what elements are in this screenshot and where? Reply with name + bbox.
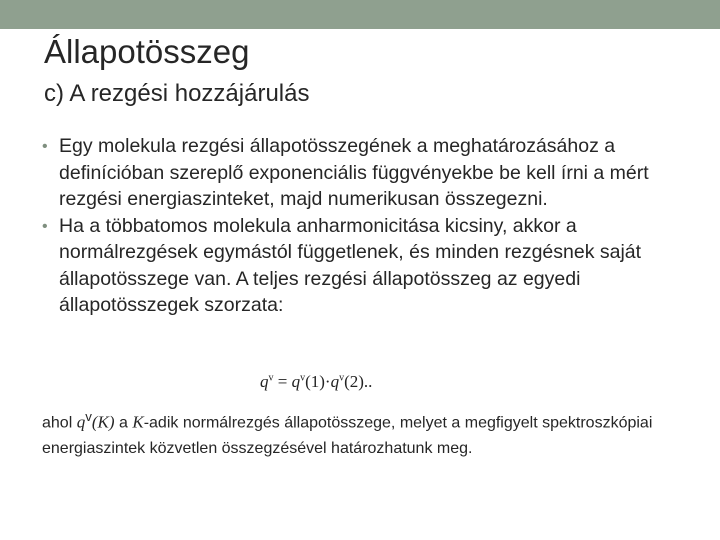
para-text: ahol	[42, 414, 77, 432]
math-arg: (K)	[91, 412, 115, 432]
formula-q: q	[291, 372, 301, 391]
formula-sup: v	[339, 372, 345, 384]
formula-q: q	[330, 372, 340, 391]
slide-subtitle: c) A rezgési hozzájárulás	[44, 80, 310, 107]
formula-q: q	[260, 372, 269, 391]
formula-sup: v	[268, 372, 274, 384]
formula-arg: (1)	[305, 372, 325, 391]
bullet-icon: •	[42, 217, 48, 235]
formula-sup: v	[300, 372, 306, 384]
para-text: a	[114, 414, 133, 432]
explanation-paragraph	[42, 404, 692, 462]
formula-arg: (2)	[344, 372, 364, 391]
math-k: K	[132, 412, 144, 432]
math-sup: v	[85, 409, 92, 424]
math-q: q	[76, 412, 86, 432]
bullet-item	[42, 133, 702, 213]
bullet-text: Egy molekula rezgési állapotösszegének a meghatározásához a definícióban szereplő exponenciális függvényekbe be kell írni a mért rezgési energiaszinteket, majd numerikusan összegezni.	[59, 135, 649, 210]
formula-dot: ·	[324, 372, 331, 391]
top-accent-bar	[0, 0, 720, 29]
formula-tail: ..	[363, 372, 373, 391]
para-text: -adik normálrezgés állapotösszege, melyet a megfigyelt spektroszkópiai energiaszintek közvetlen összegzésével határozhatunk meg.	[42, 414, 653, 458]
bullet-item	[42, 213, 702, 319]
product-formula	[260, 372, 372, 392]
bullet-list	[42, 133, 702, 319]
bullet-text: Ha a többatomos molekula anharmonicitása kicsiny, akkor a normálrezgések egymástól függetlenek, és minden rezgésnek saját állapotösszege van. A teljes rezgési állapotösszeg az egyedi állapotösszegek szorzata:	[59, 214, 642, 316]
formula-eq: =	[273, 372, 292, 391]
slide-title: Állapotösszeg	[44, 33, 250, 70]
bullet-icon: •	[42, 138, 48, 155]
